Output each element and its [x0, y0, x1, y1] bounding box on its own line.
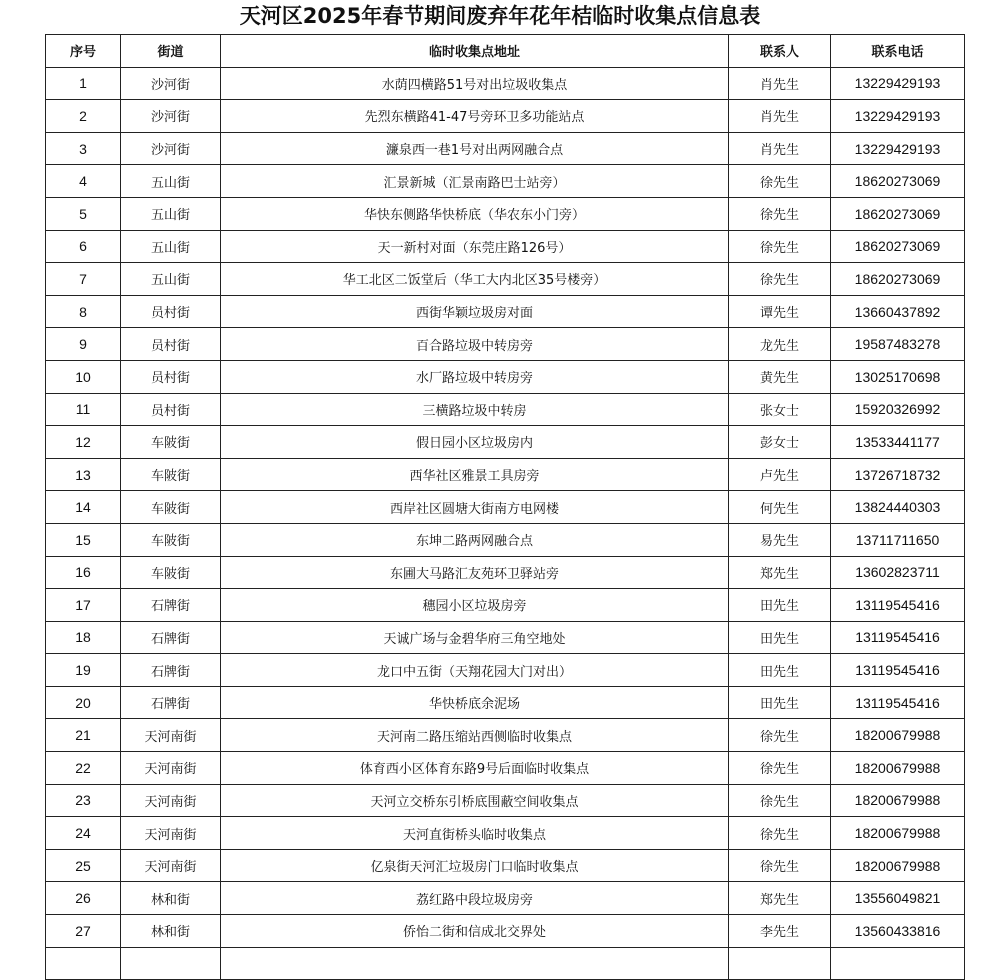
- row-phone: 18620273069: [831, 230, 965, 263]
- row-contact: 肖先生: [729, 132, 831, 165]
- row-contact: 郑先生: [729, 882, 831, 915]
- table-row: [46, 719, 965, 752]
- row-phone: 13711711650: [831, 523, 965, 556]
- table-row-cut-off: [46, 947, 965, 980]
- empty-cell: [221, 947, 729, 980]
- row-address: 亿泉街天河汇垃圾房门口临时收集点: [221, 849, 729, 882]
- collection-points-table: [45, 34, 965, 980]
- row-contact: 田先生: [729, 621, 831, 654]
- row-address: 天诚广场与金碧华府三角空地处: [221, 621, 729, 654]
- row-index: 20: [46, 686, 121, 719]
- row-phone: 13660437892: [831, 295, 965, 328]
- table-row: [46, 230, 965, 263]
- row-phone: 19587483278: [831, 328, 965, 361]
- row-address: 水厂路垃圾中转房旁: [221, 360, 729, 393]
- row-address: 龙口中五街（天翔花园大门对出）: [221, 654, 729, 687]
- row-index: 9: [46, 328, 121, 361]
- table-row: [46, 556, 965, 589]
- row-street: 员村街: [121, 360, 221, 393]
- row-phone: 13602823711: [831, 556, 965, 589]
- header-phone: 联系电话: [831, 35, 965, 68]
- row-street: 车陂街: [121, 491, 221, 524]
- table-row: [46, 654, 965, 687]
- row-phone: 18620273069: [831, 263, 965, 296]
- row-phone: 13025170698: [831, 360, 965, 393]
- row-street: 车陂街: [121, 426, 221, 459]
- table-row: [46, 197, 965, 230]
- table-row: [46, 393, 965, 426]
- table-row: [46, 621, 965, 654]
- row-phone: 13533441177: [831, 426, 965, 459]
- row-index: 11: [46, 393, 121, 426]
- row-index: 19: [46, 654, 121, 687]
- table-row: [46, 752, 965, 785]
- row-contact: 徐先生: [729, 719, 831, 752]
- row-phone: 13556049821: [831, 882, 965, 915]
- row-street: 员村街: [121, 393, 221, 426]
- row-address: 穗园小区垃圾房旁: [221, 589, 729, 622]
- table-row: [46, 263, 965, 296]
- table-row: [46, 132, 965, 165]
- row-street: 五山街: [121, 165, 221, 198]
- row-contact: 张女士: [729, 393, 831, 426]
- row-contact: 谭先生: [729, 295, 831, 328]
- row-index: 15: [46, 523, 121, 556]
- row-address: 天河立交桥东引桥底围蔽空间收集点: [221, 784, 729, 817]
- header-contact: 联系人: [729, 35, 831, 68]
- row-phone: 13119545416: [831, 654, 965, 687]
- header-street: 街道: [121, 35, 221, 68]
- table-row: [46, 784, 965, 817]
- row-address: 西街华颖垃圾房对面: [221, 295, 729, 328]
- row-phone: 18200679988: [831, 784, 965, 817]
- table-header-row: [46, 35, 965, 68]
- row-street: 天河南街: [121, 719, 221, 752]
- row-contact: 肖先生: [729, 67, 831, 100]
- row-index: 2: [46, 100, 121, 133]
- row-contact: 徐先生: [729, 263, 831, 296]
- row-street: 天河南街: [121, 784, 221, 817]
- table-row: [46, 458, 965, 491]
- table-row: [46, 849, 965, 882]
- row-street: 五山街: [121, 230, 221, 263]
- row-contact: 田先生: [729, 589, 831, 622]
- empty-cell: [46, 947, 121, 980]
- row-address: 先烈东横路41-47号旁环卫多功能站点: [221, 100, 729, 133]
- row-phone: 18620273069: [831, 165, 965, 198]
- row-phone: 13560433816: [831, 915, 965, 948]
- row-street: 天河南街: [121, 849, 221, 882]
- row-phone: 13229429193: [831, 132, 965, 165]
- row-index: 18: [46, 621, 121, 654]
- row-address: 百合路垃圾中转房旁: [221, 328, 729, 361]
- row-phone: 13726718732: [831, 458, 965, 491]
- row-contact: 卢先生: [729, 458, 831, 491]
- row-index: 22: [46, 752, 121, 785]
- row-phone: 18200679988: [831, 849, 965, 882]
- row-phone: 13119545416: [831, 686, 965, 719]
- row-contact: 彭女士: [729, 426, 831, 459]
- row-address: 华快东侧路华快桥底（华农东小门旁）: [221, 197, 729, 230]
- row-contact: 徐先生: [729, 752, 831, 785]
- table-row: [46, 589, 965, 622]
- row-street: 天河南街: [121, 752, 221, 785]
- row-street: 石牌街: [121, 621, 221, 654]
- empty-cell: [729, 947, 831, 980]
- row-street: 石牌街: [121, 686, 221, 719]
- header-address: 临时收集点地址: [221, 35, 729, 68]
- row-contact: 易先生: [729, 523, 831, 556]
- row-index: 16: [46, 556, 121, 589]
- row-contact: 徐先生: [729, 784, 831, 817]
- row-street: 五山街: [121, 197, 221, 230]
- row-phone: 15920326992: [831, 393, 965, 426]
- row-index: 10: [46, 360, 121, 393]
- table-row: [46, 882, 965, 915]
- row-contact: 徐先生: [729, 849, 831, 882]
- row-address: 荔红路中段垃圾房旁: [221, 882, 729, 915]
- row-address: 华快桥底余泥场: [221, 686, 729, 719]
- row-address: 侨怡二街和信成北交界处: [221, 915, 729, 948]
- row-contact: 徐先生: [729, 165, 831, 198]
- row-index: 14: [46, 491, 121, 524]
- empty-cell: [121, 947, 221, 980]
- row-street: 沙河街: [121, 100, 221, 133]
- table-row: [46, 360, 965, 393]
- row-address: 体育西小区体育东路9号后面临时收集点: [221, 752, 729, 785]
- row-address: 西华社区雅景工具房旁: [221, 458, 729, 491]
- header-index: 序号: [46, 35, 121, 68]
- row-address: 天河南二路压缩站西侧临时收集点: [221, 719, 729, 752]
- table-row: [46, 165, 965, 198]
- row-contact: 徐先生: [729, 197, 831, 230]
- row-address: 东坤二路两网融合点: [221, 523, 729, 556]
- row-address: 天一新村对面（东莞庄路126号）: [221, 230, 729, 263]
- table-row: [46, 295, 965, 328]
- row-street: 林和街: [121, 882, 221, 915]
- row-contact: 徐先生: [729, 230, 831, 263]
- row-phone: 18200679988: [831, 817, 965, 850]
- row-contact: 郑先生: [729, 556, 831, 589]
- row-phone: 13229429193: [831, 67, 965, 100]
- row-index: 13: [46, 458, 121, 491]
- row-street: 石牌街: [121, 654, 221, 687]
- row-index: 5: [46, 197, 121, 230]
- row-street: 车陂街: [121, 556, 221, 589]
- row-index: 21: [46, 719, 121, 752]
- row-street: 沙河街: [121, 67, 221, 100]
- row-phone: 18200679988: [831, 752, 965, 785]
- row-address: 西岸社区圆塘大街南方电网楼: [221, 491, 729, 524]
- row-contact: 龙先生: [729, 328, 831, 361]
- table-row: [46, 686, 965, 719]
- row-index: 27: [46, 915, 121, 948]
- row-street: 五山街: [121, 263, 221, 296]
- table-row: [46, 328, 965, 361]
- row-index: 25: [46, 849, 121, 882]
- row-phone: 13119545416: [831, 621, 965, 654]
- row-contact: 徐先生: [729, 817, 831, 850]
- row-index: 23: [46, 784, 121, 817]
- row-address: 濂泉西一巷1号对出两网融合点: [221, 132, 729, 165]
- table-row: [46, 100, 965, 133]
- row-contact: 田先生: [729, 686, 831, 719]
- row-contact: 黄先生: [729, 360, 831, 393]
- row-index: 17: [46, 589, 121, 622]
- table-row: [46, 817, 965, 850]
- row-address: 假日园小区垃圾房内: [221, 426, 729, 459]
- row-index: 7: [46, 263, 121, 296]
- row-street: 林和街: [121, 915, 221, 948]
- table-row: [46, 915, 965, 948]
- row-phone: 13119545416: [831, 589, 965, 622]
- row-street: 车陂街: [121, 523, 221, 556]
- row-index: 4: [46, 165, 121, 198]
- row-phone: 13824440303: [831, 491, 965, 524]
- table-row: [46, 523, 965, 556]
- table-row: [46, 491, 965, 524]
- row-street: 沙河街: [121, 132, 221, 165]
- row-address: 水荫四横路51号对出垃圾收集点: [221, 67, 729, 100]
- row-phone: 13229429193: [831, 100, 965, 133]
- row-street: 天河南街: [121, 817, 221, 850]
- row-index: 24: [46, 817, 121, 850]
- row-street: 石牌街: [121, 589, 221, 622]
- row-contact: 何先生: [729, 491, 831, 524]
- row-address: 三横路垃圾中转房: [221, 393, 729, 426]
- row-street: 员村街: [121, 295, 221, 328]
- row-index: 1: [46, 67, 121, 100]
- row-address: 汇景新城（汇景南路巴士站旁）: [221, 165, 729, 198]
- table-row: [46, 67, 965, 100]
- row-contact: 李先生: [729, 915, 831, 948]
- table-row: [46, 426, 965, 459]
- empty-cell: [831, 947, 965, 980]
- row-contact: 田先生: [729, 654, 831, 687]
- row-index: 6: [46, 230, 121, 263]
- row-street: 员村街: [121, 328, 221, 361]
- row-street: 车陂街: [121, 458, 221, 491]
- page-title: 天河区2025年春节期间废弃年花年桔临时收集点信息表: [239, 4, 761, 28]
- table-body: [46, 67, 965, 980]
- row-phone: 18200679988: [831, 719, 965, 752]
- row-contact: 肖先生: [729, 100, 831, 133]
- row-address: 天河直街桥头临时收集点: [221, 817, 729, 850]
- row-index: 26: [46, 882, 121, 915]
- row-index: 8: [46, 295, 121, 328]
- row-address: 东圃大马路汇友苑环卫驿站旁: [221, 556, 729, 589]
- row-address: 华工北区二饭堂后（华工大内北区35号楼旁）: [221, 263, 729, 296]
- row-index: 3: [46, 132, 121, 165]
- row-index: 12: [46, 426, 121, 459]
- row-phone: 18620273069: [831, 197, 965, 230]
